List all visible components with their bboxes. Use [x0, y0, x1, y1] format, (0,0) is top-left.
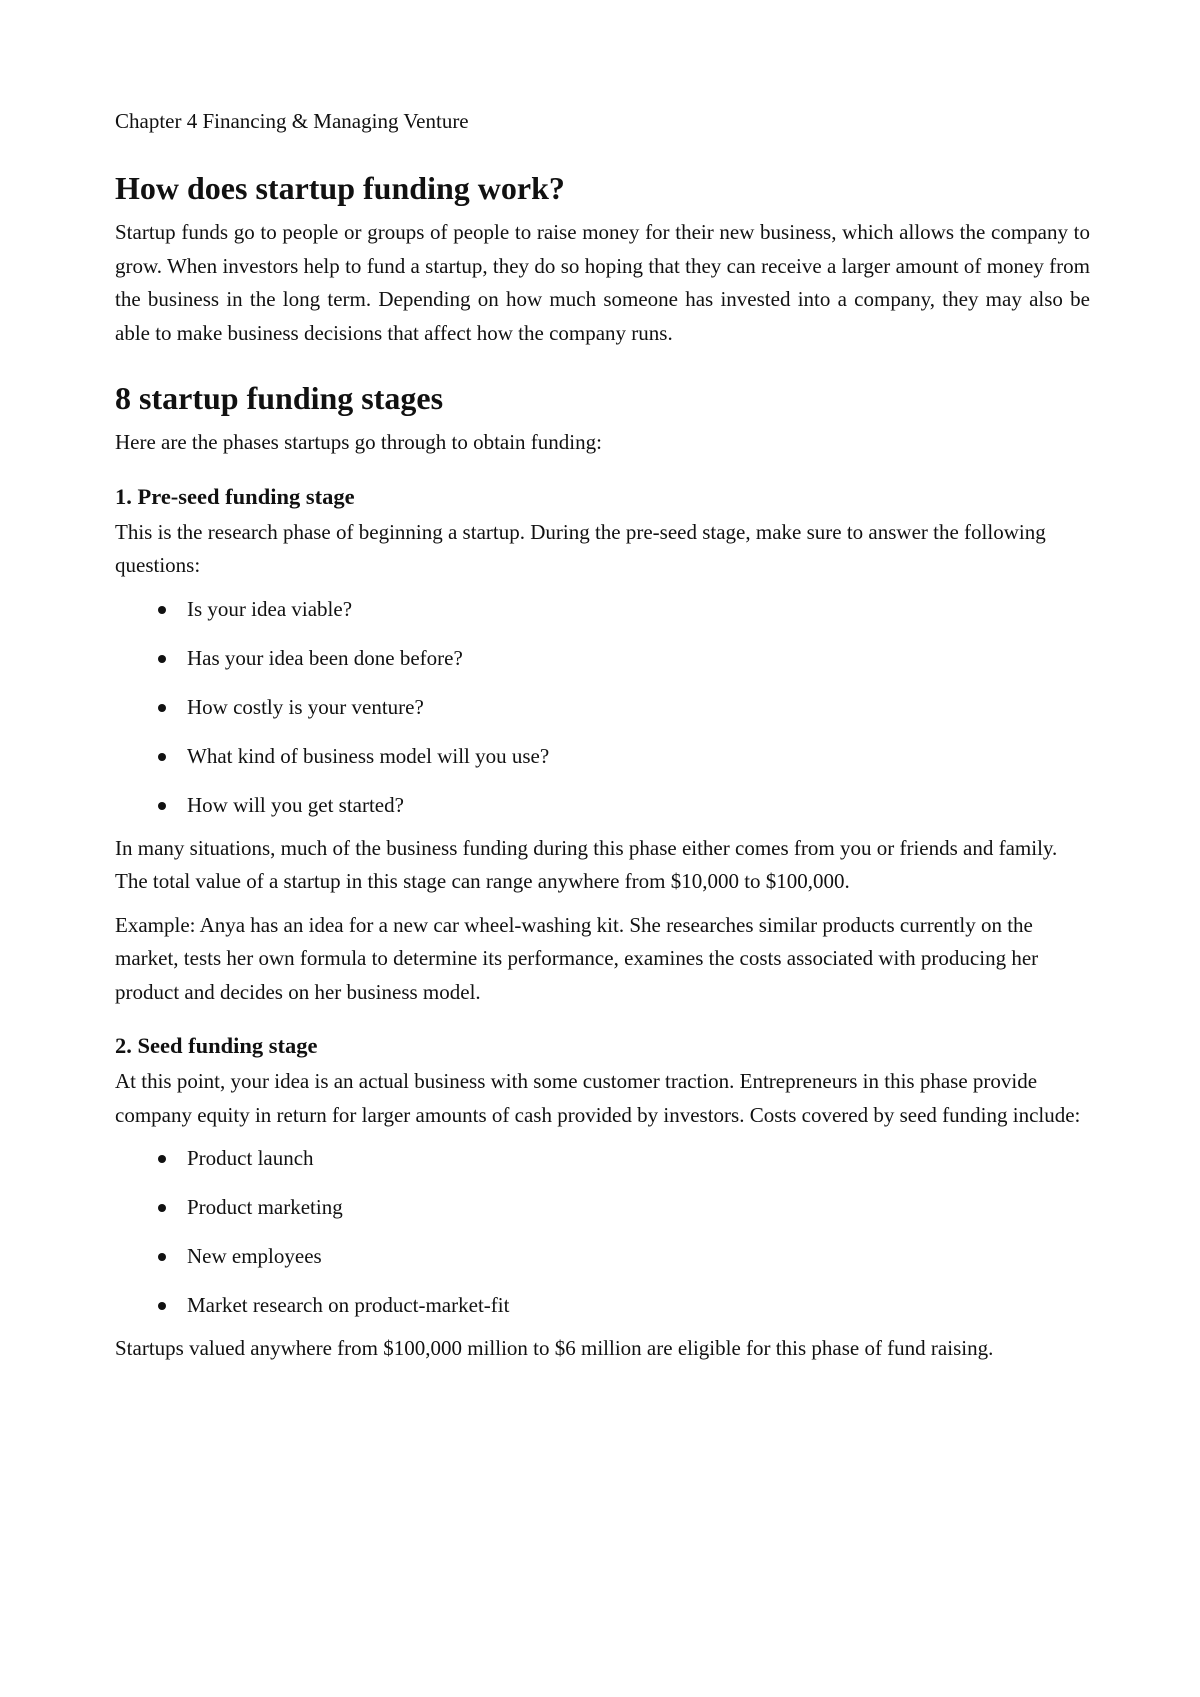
list-item [115, 1289, 1090, 1322]
list-item-text: Market research on product-market-fit [187, 1293, 510, 1317]
chapter-header: Chapter 4 Financing & Managing Venture [115, 109, 469, 133]
list-item [115, 691, 1090, 724]
list-item [115, 1142, 1090, 1175]
pre-seed-question-list [115, 593, 1090, 822]
list-item-text: How costly is your venture? [187, 694, 424, 719]
section-heading-startup-funding: How does startup funding work? [115, 170, 565, 206]
list-item [115, 1191, 1090, 1224]
list-item-text: What kind of business model will you use? [187, 743, 550, 768]
section-heading-funding-stages: 8 startup funding stages [115, 380, 444, 416]
list-item-text: Product launch [187, 1146, 314, 1170]
list-item-text: Is your idea viable? [187, 596, 353, 621]
funding-stages-intro: Here are the phases startups go through to obtain funding: [115, 430, 602, 454]
bullet-icon [158, 1253, 166, 1261]
list-item [115, 1240, 1090, 1273]
seed-cost-list [115, 1142, 1090, 1322]
list-item [115, 740, 1090, 773]
list-item-text: Has your idea been done before? [187, 645, 463, 670]
pre-seed-intro: This is the research phase of beginning a startup. During the pre-seed stage, make sure to answer the following questions: [115, 519, 1046, 577]
list-item [115, 789, 1090, 822]
bullet-icon [158, 1155, 166, 1163]
pre-seed-example: Example: Anya has an idea for a new car wheel-washing kit. She researches similar products currently on the market, tests her own formula to determine its performance, examines the costs associated with producing her product and decides on her business model. [115, 912, 1039, 1004]
stage-heading-pre-seed: 1. Pre-seed funding stage [115, 483, 355, 509]
seed-intro: At this point, your idea is an actual business with some customer traction. Entrepreneurs in this phase provide company equity in return for larger amounts of cash provided by investors. Costs covered by seed funding include: [115, 1069, 1081, 1127]
list-item [115, 642, 1090, 675]
bullet-icon [158, 1302, 166, 1310]
seed-paragraph: Startups valued anywhere from $100,000 million to $6 million are eligible for this phase of fund raising. [115, 1336, 994, 1360]
document-page [115, 108, 1090, 1376]
list-item [115, 593, 1090, 626]
bullet-icon [158, 1204, 166, 1212]
bullet-icon [158, 704, 166, 712]
bullet-icon [158, 606, 166, 614]
section-paragraph-startup-funding: Startup funds go to people or groups of people to raise money for their new business, which allows the company to grow. When investors help to fund a startup, they do so hoping that they can receive a larger amount of money from the business in the long term. Depending on how much someone has invested into a company, they may also be able to make business decisions that affect how the company runs. [115, 220, 1090, 345]
list-item-text: Product marketing [187, 1195, 343, 1219]
list-item-text: New employees [187, 1244, 322, 1268]
stage-heading-seed: 2. Seed funding stage [115, 1033, 318, 1058]
bullet-icon [158, 753, 166, 761]
pre-seed-paragraph: In many situations, much of the business funding during this phase either comes from you or friends and family. The total value of a startup in this stage can range anywhere from $10,000 to $100,000. [115, 835, 1058, 893]
bullet-icon [158, 802, 166, 810]
bullet-icon [158, 655, 166, 663]
list-item-text: How will you get started? [187, 792, 404, 817]
